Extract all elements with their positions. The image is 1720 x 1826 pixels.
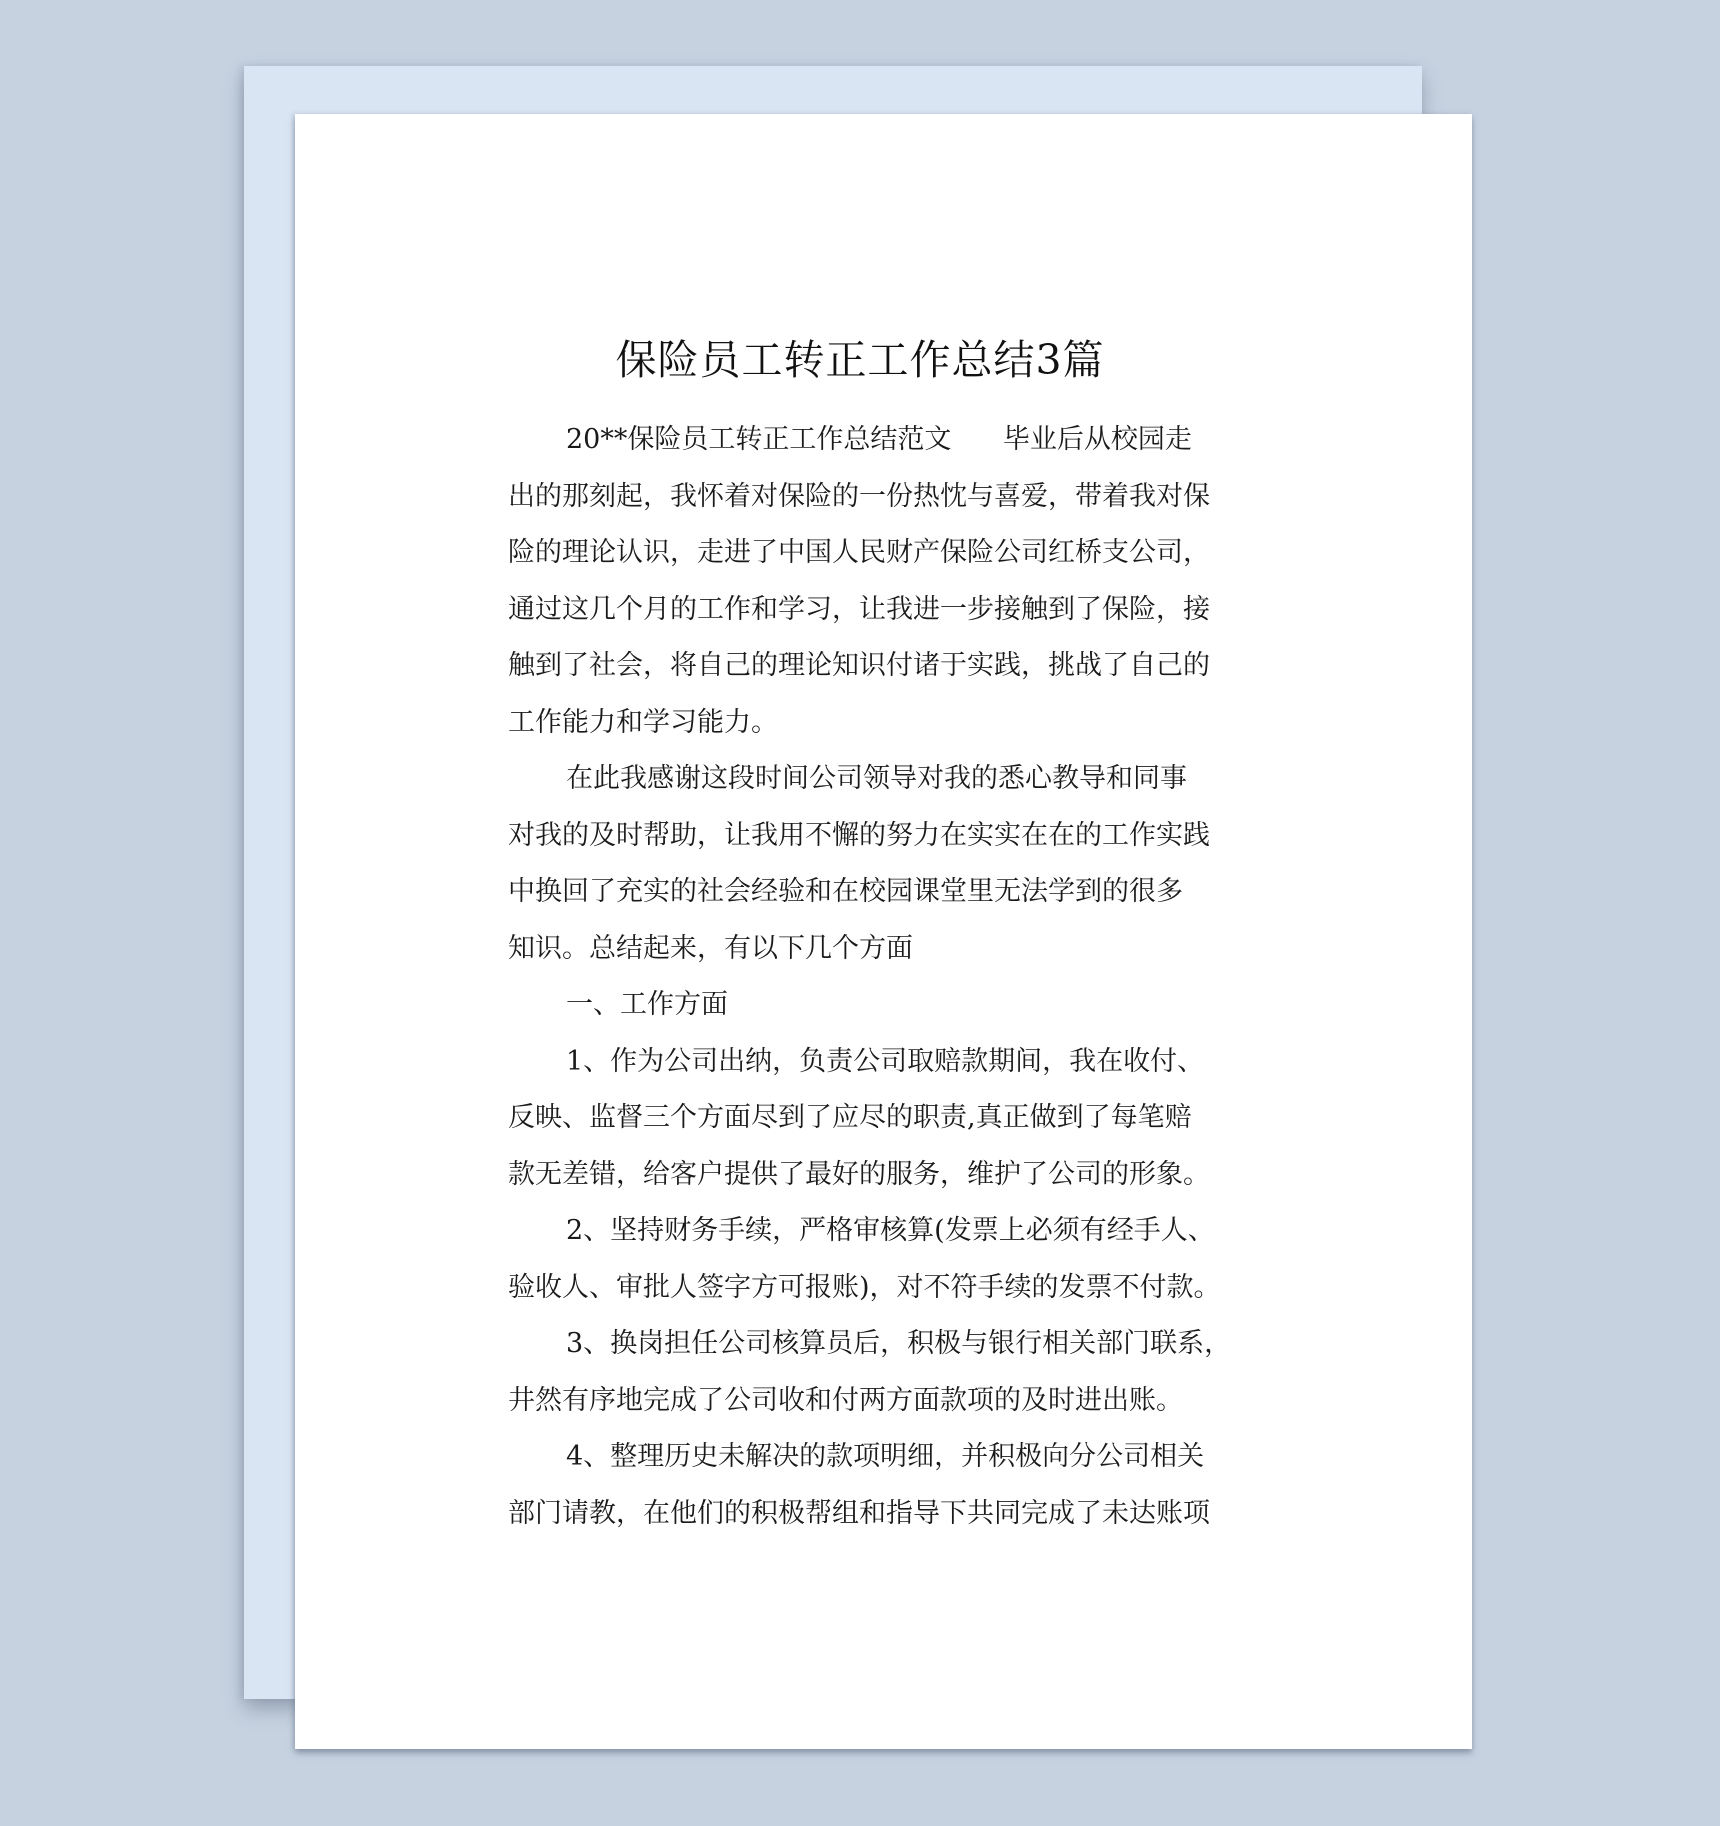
- body-line: 20**保险员工转正工作总结范文 毕业后从校园走: [566, 424, 1192, 455]
- list-item: 4、整理历史未解决的款项明细，并积极向分公司相关: [566, 1441, 1205, 1472]
- body-line: 知识。总结起来，有以下几个方面: [508, 932, 913, 964]
- body-line: 反映、监督三个方面尽到了应尽的职责,真正做到了每笔赔: [508, 1102, 1192, 1133]
- body-line: 井然有序地完成了公司收和付两方面款项的及时进出账。: [508, 1384, 1183, 1416]
- list-item: 2、坚持财务手续，严格审核算(发票上必须有经手人、: [566, 1215, 1215, 1246]
- section-heading: 一、工作方面: [566, 989, 728, 1020]
- body-line: 工作能力和学习能力。: [508, 706, 778, 738]
- body-line: 验收人、审批人签字方可报账)，对不符手续的发票不付款。: [508, 1271, 1221, 1303]
- document-body: [508, 412, 1288, 1542]
- body-line: 在此我感谢这段时间公司领导对我的悉心教导和同事: [566, 763, 1187, 794]
- body-line: 出的那刻起，我怀着对保险的一份热忱与喜爱，带着我对保: [508, 480, 1210, 512]
- list-item: 1、作为公司出纳，负责公司取赔款期间，我在收付、: [566, 1045, 1205, 1077]
- list-item: 3、换岗担任公司核算员后，积极与银行相关部门联系，: [566, 1328, 1232, 1359]
- body-line: 险的理论认识，走进了中国人民财产保险公司红桥支公司，: [508, 537, 1210, 568]
- body-line: 中换回了充实的社会经验和在校园课堂里无法学到的很多: [508, 876, 1183, 907]
- body-line: 部门请教，在他们的积极帮组和指导下共同完成了未达账项: [508, 1497, 1210, 1529]
- body-line: 触到了社会，将自己的理论知识付诸于实践，挑战了自己的: [508, 650, 1210, 681]
- body-line: 通过这几个月的工作和学习，让我进一步接触到了保险，接: [508, 593, 1210, 625]
- body-line: 款无差错，给客户提供了最好的服务，维护了公司的形象。: [508, 1158, 1210, 1190]
- document-title: 保险员工转正工作总结3篇: [615, 336, 1105, 384]
- body-line: 对我的及时帮助，让我用不懈的努力在实实在在的工作实践: [508, 819, 1210, 851]
